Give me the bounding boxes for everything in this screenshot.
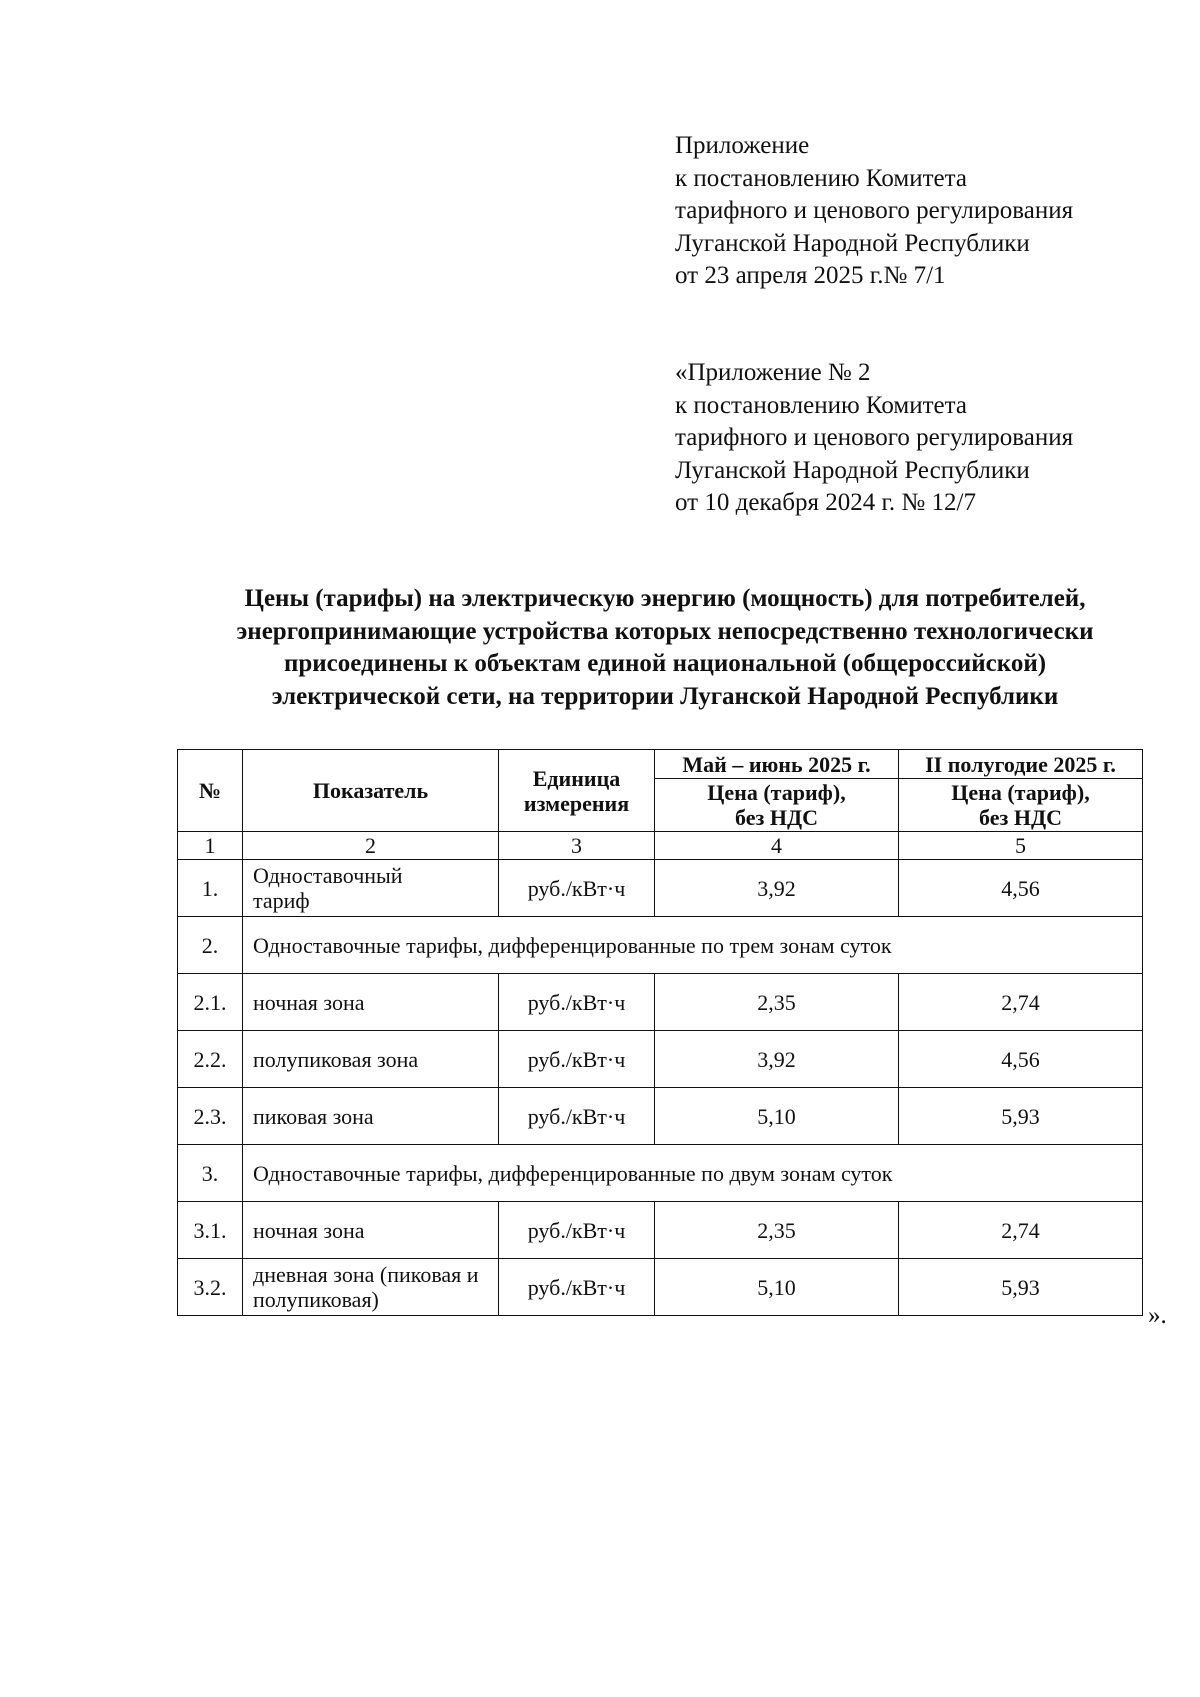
- header-price-line: Цена (тариф),: [707, 780, 846, 805]
- column-number: 3: [499, 832, 655, 860]
- column-number: 2: [243, 832, 499, 860]
- appendix-original-line: от 10 декабря 2024 г. № 12/7: [675, 489, 976, 516]
- column-number: 5: [899, 832, 1143, 860]
- section-title: Одноставочные тарифы, дифференцированные по трем зонам суток: [243, 917, 1143, 974]
- row-unit: руб./кВт·ч: [499, 1259, 655, 1316]
- row-value-may-june: 2,35: [655, 1202, 899, 1259]
- table-row: [178, 1031, 1143, 1088]
- closing-quote-mark: ».: [1148, 1302, 1167, 1329]
- row-number: 1.: [178, 860, 243, 917]
- column-number: 1: [178, 832, 243, 860]
- section-row: [178, 1145, 1143, 1202]
- appendix-original-line: «Приложение № 2: [675, 359, 871, 386]
- header-number: №: [178, 750, 243, 832]
- table-row: [178, 1202, 1143, 1259]
- row-indicator: дневная зона (пиковая и полупиковая): [243, 1259, 499, 1316]
- row-number: 2.: [178, 917, 243, 974]
- table-row: [178, 1259, 1143, 1316]
- row-indicator: Одноставочный тариф: [243, 860, 499, 917]
- header-unit: Единица измерения: [499, 750, 655, 832]
- row-unit: руб./кВт·ч: [499, 860, 655, 917]
- row-number: 2.2.: [178, 1031, 243, 1088]
- section-row: [178, 917, 1143, 974]
- row-number: 3.2.: [178, 1259, 243, 1316]
- document-title: [150, 583, 1180, 713]
- appendix-current: [675, 130, 1155, 293]
- row-value-second-half: 2,74: [899, 974, 1143, 1031]
- header-period-may-june: Май – июнь 2025 г.: [655, 750, 899, 779]
- row-number: 3.: [178, 1145, 243, 1202]
- header-period-second-half: II полугодие 2025 г.: [899, 750, 1143, 779]
- table-row: [178, 860, 1143, 917]
- tariff-table: [177, 749, 1143, 1316]
- row-number: 2.1.: [178, 974, 243, 1031]
- header-price-second-half: [899, 779, 1143, 832]
- row-unit: руб./кВт·ч: [499, 1088, 655, 1145]
- row-indicator: ночная зона: [243, 974, 499, 1031]
- header-price-may-june: [655, 779, 899, 832]
- row-value-second-half: 2,74: [899, 1202, 1143, 1259]
- column-number-row: [178, 832, 1143, 860]
- column-number: 4: [655, 832, 899, 860]
- row-value-second-half: 4,56: [899, 1031, 1143, 1088]
- title-line: присоединены к объектам единой национальной (общероссийской): [283, 650, 1047, 677]
- row-unit: руб./кВт·ч: [499, 1031, 655, 1088]
- row-number: 3.1.: [178, 1202, 243, 1259]
- row-value-second-half: 5,93: [899, 1259, 1143, 1316]
- table-row: [178, 1088, 1143, 1145]
- row-value-may-june: 3,92: [655, 1031, 899, 1088]
- header-price-line: Цена (тариф),: [951, 780, 1090, 805]
- section-title: Одноставочные тарифы, дифференцированные по двум зонам суток: [243, 1145, 1143, 1202]
- row-unit: руб./кВт·ч: [499, 974, 655, 1031]
- appendix-original-line: тарифного и ценового регулирования: [675, 424, 1074, 451]
- row-value-may-june: 3,92: [655, 860, 899, 917]
- title-line: Цены (тарифы) на электрическую энергию (мощность) для потребителей,: [244, 585, 1086, 612]
- header-indicator: Показатель: [243, 750, 499, 832]
- appendix-current-line: тарифного и ценового регулирования: [675, 197, 1074, 224]
- table-row: [178, 974, 1143, 1031]
- appendix-current-line: от 23 апреля 2025 г.№ 7/1: [675, 262, 946, 289]
- header-price-line: без НДС: [735, 805, 818, 830]
- header-row: [178, 750, 1143, 779]
- header-price-line: без НДС: [979, 805, 1062, 830]
- appendix-original: [675, 357, 1155, 520]
- row-indicator: полупиковая зона: [243, 1031, 499, 1088]
- row-indicator: ночная зона: [243, 1202, 499, 1259]
- title-line: электрической сети, на территории Луганской Народной Республики: [271, 682, 1059, 710]
- row-value-may-june: 5,10: [655, 1088, 899, 1145]
- row-unit: руб./кВт·ч: [499, 1202, 655, 1259]
- appendix-original-line: к постановлению Комитета: [675, 391, 967, 419]
- appendix-current-line: к постановлению Комитета: [675, 164, 967, 192]
- appendix-current-line: Луганской Народной Республики: [675, 229, 1030, 257]
- title-line: энергопринимающие устройства которых непосредственно технологически: [236, 617, 1094, 645]
- row-indicator: пиковая зона: [243, 1088, 499, 1145]
- row-value-may-june: 5,10: [655, 1259, 899, 1316]
- row-value-may-june: 2,35: [655, 974, 899, 1031]
- appendix-current-line: Приложение: [675, 132, 810, 159]
- row-value-second-half: 4,56: [899, 860, 1143, 917]
- appendix-original-line: Луганской Народной Республики: [675, 456, 1030, 484]
- row-value-second-half: 5,93: [899, 1088, 1143, 1145]
- row-number: 2.3.: [178, 1088, 243, 1145]
